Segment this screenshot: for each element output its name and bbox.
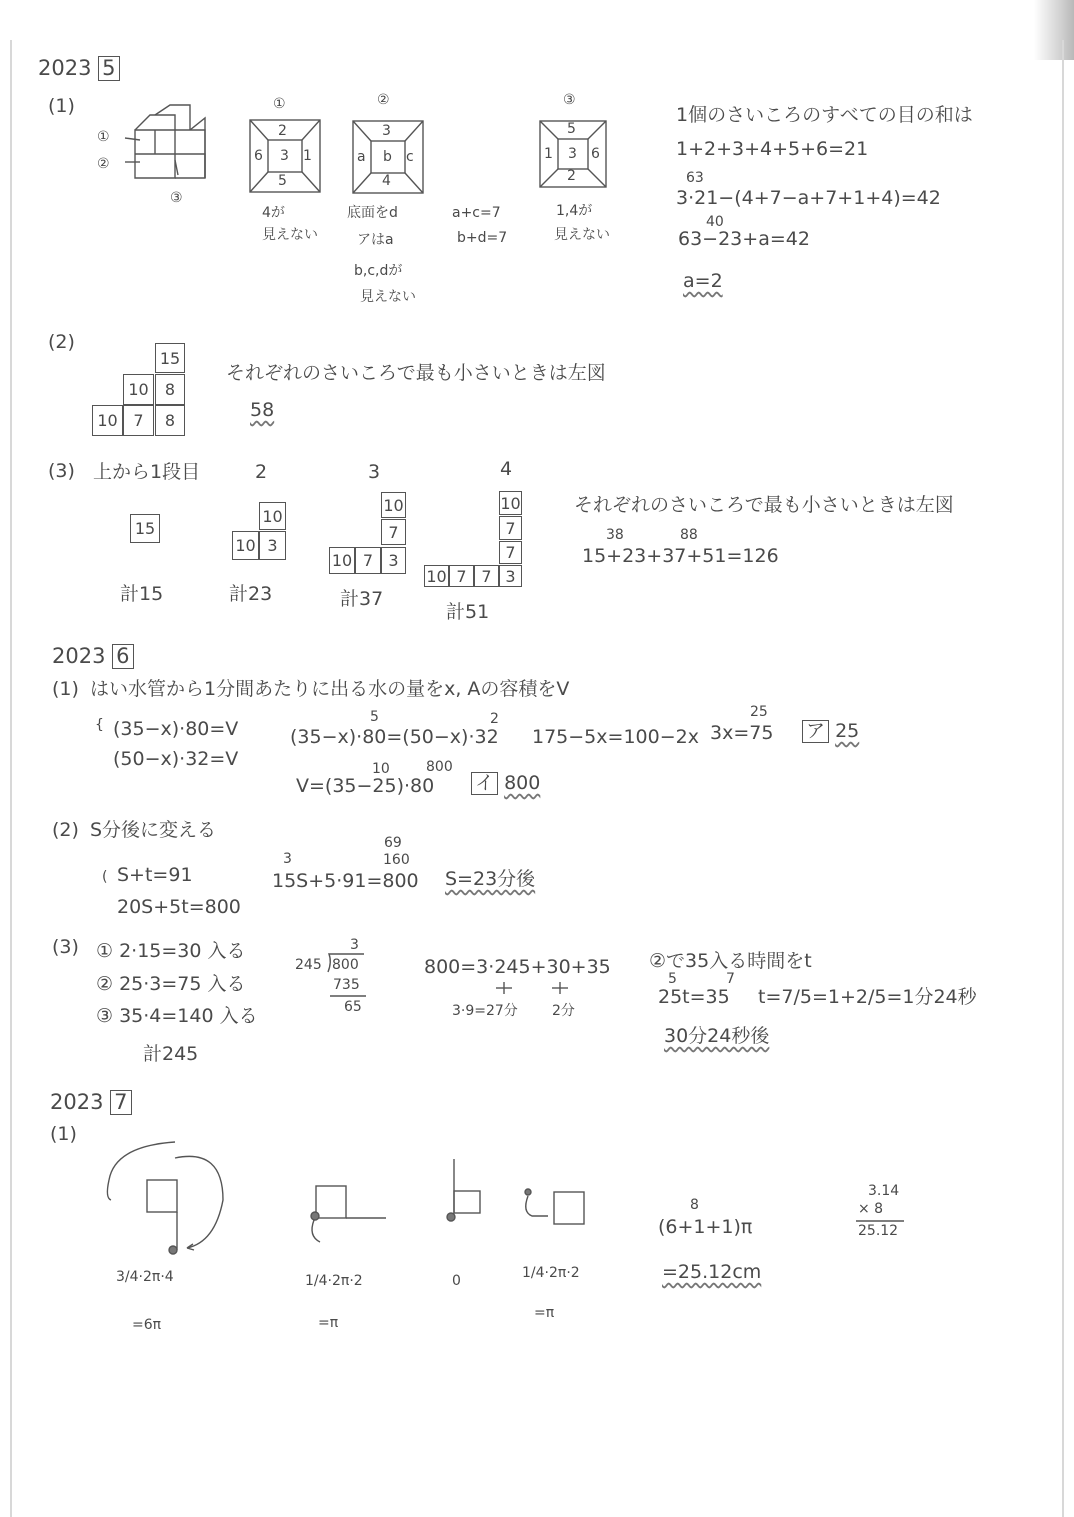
die3-bottom: 2 xyxy=(567,168,576,184)
die1-circle-label: ① xyxy=(273,96,286,112)
q7-formula4: 1/4·2π·2 xyxy=(522,1265,580,1281)
q5-p3-head1: 上から1段目 xyxy=(93,461,201,483)
q6-p1-cancel1: 5 xyxy=(370,709,379,725)
q6-number-box: 6 xyxy=(112,644,133,669)
rotation-sketch-2 xyxy=(300,1176,390,1246)
div-line xyxy=(330,994,366,998)
stage4-cell: 7 xyxy=(499,541,522,564)
stack-cell: 8 xyxy=(155,374,185,405)
q6-p1-eq4: V=(35−25)·80 xyxy=(296,775,435,797)
q6-p1-eq: (35−x)·80=(50−x)·32 xyxy=(290,726,499,748)
stack-cell: 7 xyxy=(123,405,154,436)
stage2-cell: 3 xyxy=(259,531,286,560)
q6-p3-answer: 30分24秒後 xyxy=(664,1025,770,1047)
stage4-cell: 10 xyxy=(424,565,449,587)
die3-left: 1 xyxy=(544,146,553,162)
q7-p1-label: (1) xyxy=(50,1123,77,1145)
div-remainder: 65 xyxy=(344,999,362,1015)
stage3-cell: 7 xyxy=(381,519,406,545)
die2-note3: b,c,dが xyxy=(354,263,403,279)
q6-p3-line1: ① 2·15=30 入る xyxy=(96,940,246,962)
div-dividend: 800 xyxy=(332,957,359,973)
q6-p1-eq3: 3x=75 xyxy=(710,722,774,744)
q6-brace: { xyxy=(95,717,104,733)
q6-p3-reason2: 25t=35 xyxy=(658,986,730,1008)
q6-p2-label: (2) xyxy=(52,819,79,841)
stage4-cell: 7 xyxy=(449,565,474,587)
rotation-sketch-4 xyxy=(518,1182,590,1232)
q6-p3-reason3: t=7/5=1+2/5=1分24秒 xyxy=(758,986,977,1008)
die1-left: 6 xyxy=(254,148,263,164)
q5-year: 2023 xyxy=(38,56,92,80)
q7-answer: =25.12cm xyxy=(662,1261,762,1283)
q6-p3-reason1: ②で35入る時間をt xyxy=(649,950,812,972)
die2-note1: 底面をd xyxy=(347,205,398,221)
arrow-label-3: ③ xyxy=(170,190,183,206)
die2-top: 3 xyxy=(382,123,391,139)
q6-header xyxy=(52,644,134,669)
q7-mult-result: 25.12 xyxy=(858,1223,899,1239)
q6-p3-line2: ② 25·3=75 入る xyxy=(96,973,246,995)
q6-p2-text: S分後に変える xyxy=(90,819,217,841)
die3-note2: 見えない xyxy=(554,227,610,243)
q6-p1-cancel5: 800 xyxy=(426,759,453,775)
die1-note1: 4が xyxy=(262,205,285,221)
die2-right: c xyxy=(406,149,414,165)
stage3-total: 計37 xyxy=(340,588,384,610)
q6-p1-eq2: (50−x)·32=V xyxy=(113,748,239,770)
q6-p3-eq-b: 3·9=27分 xyxy=(452,1003,518,1019)
arrow-label-1: ① xyxy=(97,129,110,145)
q6-p2-cancel3: 160 xyxy=(383,852,410,868)
stage4-total: 計51 xyxy=(446,601,490,623)
q5-number-box: 5 xyxy=(98,56,119,81)
stage2-cell: 10 xyxy=(232,531,259,560)
stage3-cell: 10 xyxy=(329,547,355,574)
q5-reason-line2: 1+2+3+4+5+6=21 xyxy=(676,138,869,160)
die2-center: b xyxy=(383,149,392,165)
q6-p1-eq2b: 175−5x=100−2x xyxy=(532,726,699,748)
stage4-cell: 7 xyxy=(499,516,522,540)
q5-eq-ac: a+c=7 xyxy=(452,205,501,221)
q7-header xyxy=(50,1090,132,1115)
q5-p2-label: (2) xyxy=(48,331,75,353)
q5-p3-text: それぞれのさいころで最も小さいときは左図 xyxy=(574,494,954,516)
q7-sum-expr: (6+1+1)π xyxy=(658,1216,753,1238)
stack-cell: 10 xyxy=(123,374,154,405)
q5-p3-head3: 3 xyxy=(368,461,381,483)
q6-p3-eq-c: 2分 xyxy=(552,1003,575,1019)
q7-year: 2023 xyxy=(50,1090,104,1114)
q5-p1-answer: a=2 xyxy=(683,270,723,292)
div-divisor: 245 xyxy=(295,957,322,973)
q5-p3-head2: 2 xyxy=(255,461,268,483)
die1-note2: 見えない xyxy=(262,227,318,243)
q5-header xyxy=(38,56,120,81)
q7-formula1-result: =6π xyxy=(132,1317,162,1333)
scan-edge-shadow xyxy=(1034,0,1074,60)
die3-top: 5 xyxy=(567,121,576,137)
stage3-cell: 3 xyxy=(381,547,406,574)
q5-p3-sum-annot2: 88 xyxy=(680,527,698,543)
q6-p3-arrows xyxy=(496,980,576,1000)
q7-formula2-result: =π xyxy=(318,1315,339,1331)
q6-answer-b-value: 800 xyxy=(504,772,541,794)
q6-brace2: ( xyxy=(102,869,108,885)
dice-stack-sketch xyxy=(95,100,225,215)
die2-bottom: 4 xyxy=(382,173,391,189)
q5-p3-sum: 15+23+37+51=126 xyxy=(582,545,779,567)
q7-formula3: 0 xyxy=(452,1273,461,1289)
scan-border-right xyxy=(1062,40,1064,1517)
die3-note1: 1,4が xyxy=(556,203,593,219)
q7-mult-top: 3.14 xyxy=(868,1183,900,1199)
q6-p2-eq: 15S+5·91=800 xyxy=(272,870,419,892)
stage4-cell: 7 xyxy=(474,565,499,587)
die1-bottom: 5 xyxy=(278,173,287,189)
q6-answer-a xyxy=(802,720,859,743)
q6-p1-eq1: (35−x)·80=V xyxy=(113,718,239,740)
q6-p3-cancel2: 7 xyxy=(726,971,735,987)
q6-p3-eq: 800=3·245+30+35 xyxy=(424,956,611,978)
q5-reason-line1: 1個のさいころのすべての目の和は xyxy=(676,104,973,126)
q5-p3-label: (3) xyxy=(48,460,75,482)
q6-p2-cancel1: 3 xyxy=(283,851,292,867)
q6-answer-b xyxy=(471,772,540,795)
q6-year: 2023 xyxy=(52,644,106,668)
die1-right: 1 xyxy=(303,148,312,164)
q5-p2-text: それぞれのさいころで最も小さいときは左図 xyxy=(226,362,606,384)
stage2-total: 計23 xyxy=(229,583,273,605)
stack-cell: 15 xyxy=(155,343,185,373)
q7-formula2: 1/4·2π·2 xyxy=(305,1273,363,1289)
stage4-cell: 10 xyxy=(499,491,522,515)
rotation-sketch-3 xyxy=(440,1153,490,1233)
q6-p2-cancel2: 69 xyxy=(384,835,402,851)
div-quotient: 3 xyxy=(350,937,359,953)
q5-reason-line4-annotation: 40 xyxy=(706,214,724,230)
die2-note4: 見えない xyxy=(360,289,416,305)
q6-answer-a-value: 25 xyxy=(835,720,860,742)
q6-p3-label: (3) xyxy=(52,936,79,958)
q7-mult-factor: × 8 xyxy=(858,1201,884,1217)
q6-p1-cancel2: 2 xyxy=(490,711,499,727)
q5-p3-sum-annot1: 38 xyxy=(606,527,624,543)
q6-box-b: イ xyxy=(471,772,498,795)
div-subtract: 735 xyxy=(333,977,360,993)
stack-cell: 8 xyxy=(155,405,185,436)
q7-formula1: 3/4·2π·4 xyxy=(116,1269,174,1285)
die1-center: 3 xyxy=(280,148,289,164)
die1-top: 2 xyxy=(278,123,287,139)
die3-center: 3 xyxy=(568,146,577,162)
q6-p1-cancel3: 25 xyxy=(750,704,768,720)
q6-p1-label: (1) xyxy=(52,678,79,700)
q6-p2-eq1: S+t=91 xyxy=(117,864,193,886)
stage3-cell: 10 xyxy=(381,492,406,518)
die2-circle-label: ② xyxy=(377,92,390,108)
die2-note2: アはa xyxy=(357,232,394,248)
q5-p3-head4: 4 xyxy=(500,458,513,480)
q6-p1-text: はい水管から1分間あたりに出る水の量をx, Aの容積をV xyxy=(90,678,570,700)
q7-number-box: 7 xyxy=(110,1090,131,1115)
q5-p1-label: (1) xyxy=(48,95,75,117)
stage4-cell: 3 xyxy=(499,565,522,587)
die2-left: a xyxy=(357,149,366,165)
q7-sum-annot: 8 xyxy=(690,1197,699,1213)
rotation-sketch-1 xyxy=(105,1138,230,1258)
q5-reason-line3: 3·21−(4+7−a+7+1+4)=42 xyxy=(676,187,941,209)
q6-p1-cancel4: 10 xyxy=(372,761,390,777)
stage1-cell: 15 xyxy=(130,514,160,543)
arrow-label-2: ② xyxy=(97,156,110,172)
q5-reason-line4: 63−23+a=42 xyxy=(678,228,810,250)
q6-p2-eq2: 20S+5t=800 xyxy=(117,896,241,918)
q6-p3-line3: ③ 35·4=140 入る xyxy=(96,1005,258,1027)
q5-p2-answer: 58 xyxy=(250,399,275,421)
q6-p3-cancel1: 5 xyxy=(668,971,677,987)
q6-box-a: ア xyxy=(802,720,829,743)
stage2-cell: 10 xyxy=(259,502,286,530)
scan-border-left xyxy=(10,40,12,1517)
die3-right: 6 xyxy=(591,146,600,162)
q5-reason-line3-annotation: 63 xyxy=(686,170,704,186)
q7-formula4-result: =π xyxy=(534,1305,555,1321)
die3-circle-label: ③ xyxy=(563,92,576,108)
q6-p3-total: 計245 xyxy=(143,1043,199,1065)
q5-eq-bd: b+d=7 xyxy=(457,230,508,246)
stage3-cell: 7 xyxy=(355,547,381,574)
stage1-total: 計15 xyxy=(120,583,164,605)
q6-p2-answer: S=23分後 xyxy=(445,868,536,890)
stack-cell: 10 xyxy=(92,405,123,436)
